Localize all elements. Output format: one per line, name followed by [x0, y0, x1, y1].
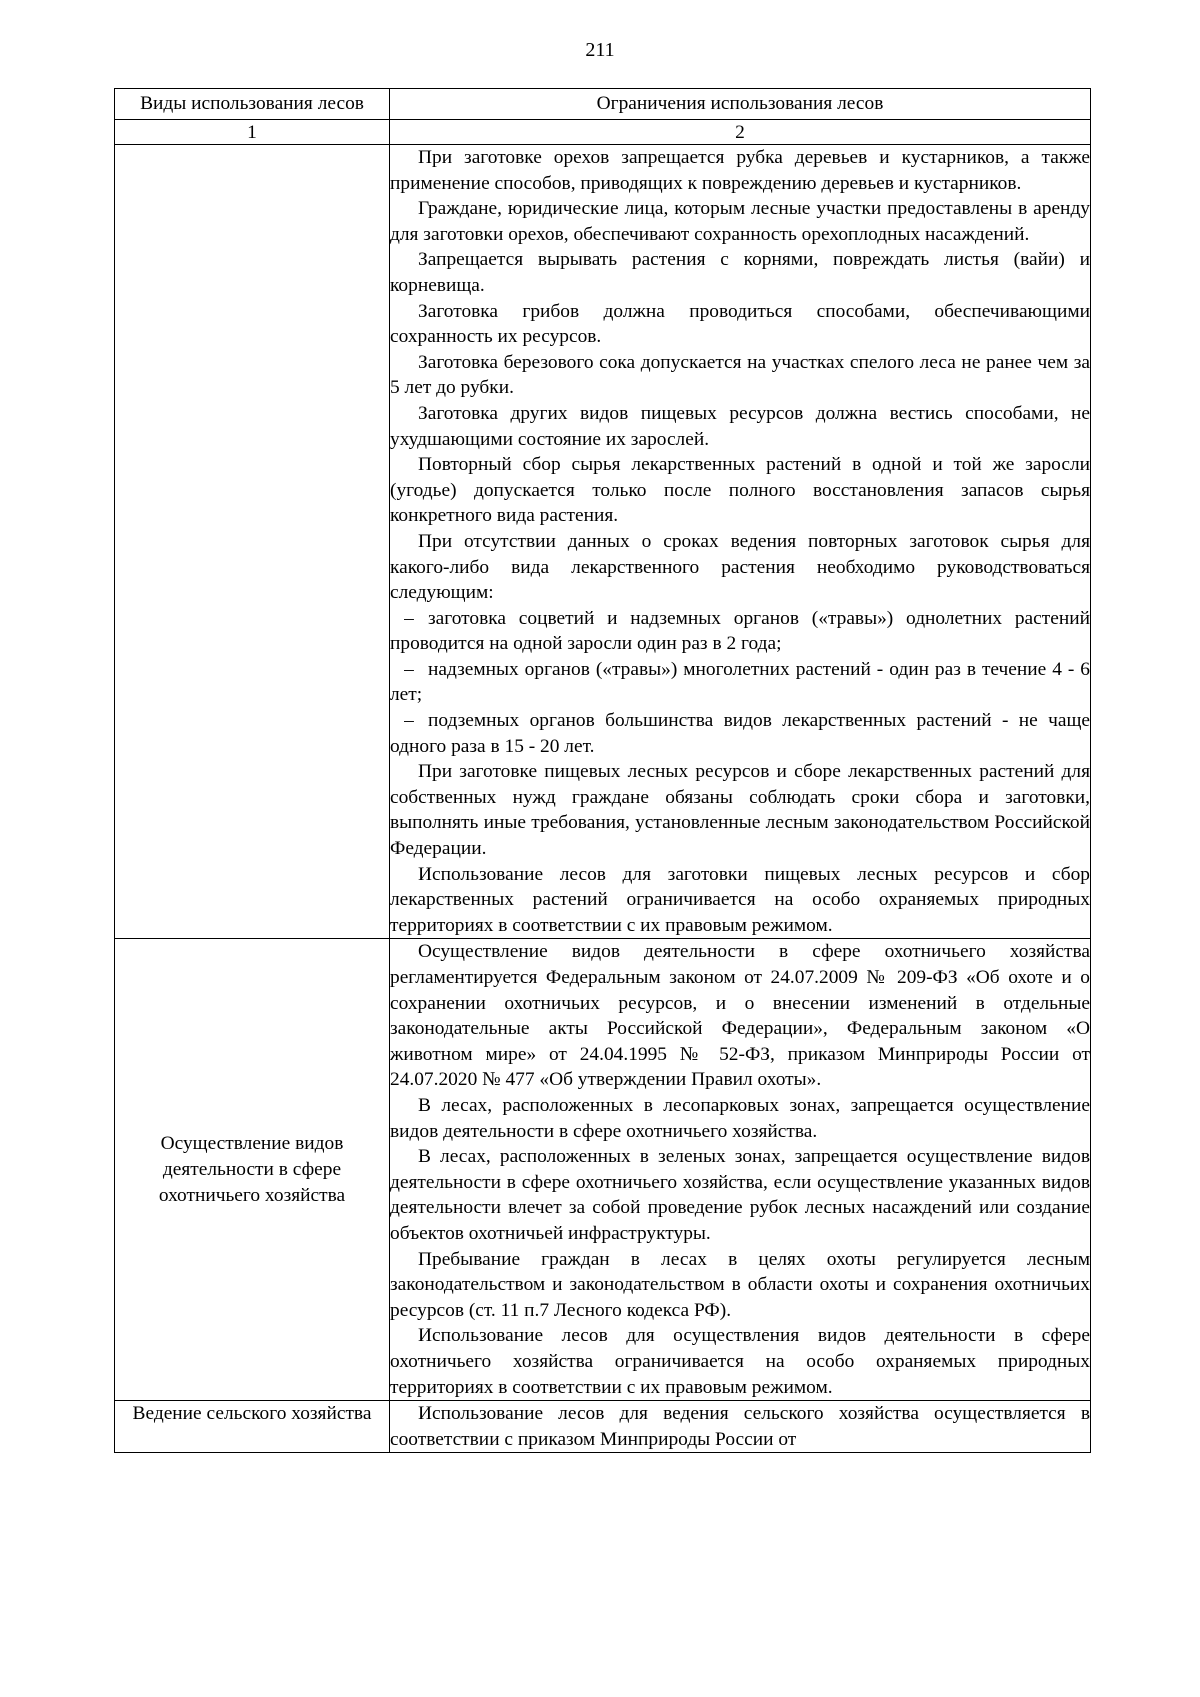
restriction-paragraph: При заготовке пищевых лесных ресурсов и сборе лекарственных растений для собственных нужд граждане обязаны соблюдать сроки сбора и заготовки, выполнять иные требования, установленные лесным законодательством Российской Федерации.	[390, 761, 1090, 860]
dash-marker: –	[404, 607, 414, 629]
bullet-text: подземных органов большинства видов лекарственных растений - не чаще одного раза в 15 - 20 лет.	[390, 710, 1090, 757]
forest-use-table	[114, 88, 1091, 1453]
restrictions-cell	[390, 145, 1091, 939]
restriction-paragraph: Заготовка других видов пищевых ресурсов должна вестись способами, не ухудшающими состояние их зарослей.	[390, 402, 1090, 450]
restriction-paragraph: Повторный сбор сырья лекарственных растений в одной и той же заросли (угодье) допускается только после полного восстановления запасов сырья конкретного вида растения.	[390, 454, 1090, 527]
use-kind-cell: Ведение сельского хозяйства	[115, 1401, 390, 1453]
restrictions-cell	[390, 939, 1091, 1401]
restriction-paragraph: В лесах, расположенных в зеленых зонах, запрещается осуществление видов деятельности в сфере охотничьего хозяйства, если осуществление указанных видов деятельности влечет за собой проведение рубок лесных насаждений или создание объектов охотничьей инфраструктуры.	[390, 1146, 1090, 1244]
bullet-item	[390, 657, 1090, 708]
table-row	[115, 1401, 1091, 1453]
restriction-paragraph: Осуществление видов деятельности в сфере охотничьего хозяйства регламентируется Федеральным законом от 24.07.2009 № 209-ФЗ «Об охоте и о сохранении охотничьих ресурсов, и о внесении изменений в отдельные законодательные акты Российской Федерации», Федеральным законом «О животном мире» от 24.04.1995 № 52-ФЗ, приказом Минприроды России от 24.07.2020 № 477 «Об утверждении Правил охоты».	[390, 941, 1090, 1091]
page-number: 211	[585, 39, 615, 61]
restriction-paragraph: При заготовке орехов запрещается рубка деревьев и кустарников, а также применение способов, приводящих к повреждению деревьев и кустарников.	[390, 147, 1090, 194]
bullet-text: надземных органов («травы») многолетних растений - один раз в течение 4 - 6 лет;	[390, 658, 1090, 706]
restriction-paragraph: Использование лесов для ведения сельского хозяйства осуществляется в соответствии с приказом Минприроды России от	[390, 1403, 1090, 1450]
use-kind-cell	[115, 145, 390, 939]
column-header-restrictions: Ограничения использования лесов	[390, 89, 1091, 120]
bullet-text: заготовка соцветий и надземных органов («травы») однолетних растений проводится на одной заросли один раз в 2 года;	[390, 607, 1090, 655]
table-row	[115, 939, 1091, 1401]
restriction-paragraph: В лесах, расположенных в лесопарковых зонах, запрещается осуществление видов деятельности в сфере охотничьего хозяйства.	[390, 1094, 1090, 1142]
table-row	[115, 145, 1091, 939]
restrictions-cell	[390, 1401, 1091, 1453]
bullet-item	[390, 606, 1090, 657]
use-kind-cell: Осуществление видов деятельности в сфере охотничьего хозяйства	[115, 939, 390, 1401]
column-number-2: 2	[390, 120, 1091, 145]
restriction-paragraph: Запрещается вырывать растения с корнями, повреждать листья (вайи) и корневища.	[390, 249, 1090, 296]
bullet-item	[390, 708, 1090, 759]
restriction-paragraph: Использование лесов для осуществления видов деятельности в сфере охотничьего хозяйства ограничивается на особо охраняемых природных территориях в соответствии с их правовым режимом.	[390, 1325, 1090, 1398]
restriction-paragraph: Заготовка грибов должна проводиться способами, обеспечивающими сохранность их ресурсов.	[390, 300, 1090, 348]
table-header-row	[115, 89, 1091, 120]
column-number-row	[115, 120, 1091, 145]
restriction-paragraph: Пребывание граждан в лесах в целях охоты регулируется лесным законодательством и законодательством в области охоты и сохранения охотничьих ресурсов (ст. 11 п.7 Лесного кодекса РФ).	[390, 1248, 1090, 1321]
restriction-paragraph: Заготовка березового сока допускается на участках спелого леса не ранее чем за 5 лет до рубки.	[390, 351, 1090, 399]
dash-marker: –	[404, 658, 414, 680]
restriction-paragraph: Использование лесов для заготовки пищевых лесных ресурсов и сбор лекарственных растений ограничивается на особо охраняемых природных территориях в соответствии с их правовым режимом.	[390, 863, 1090, 936]
dash-marker: –	[404, 710, 414, 732]
restriction-paragraph: Граждане, юридические лица, которым лесные участки предоставлены в аренду для заготовки орехов, обеспечивают сохранность орехоплодных насаждений.	[390, 198, 1090, 245]
restriction-paragraph: При отсутствии данных о сроках ведения повторных заготовок сырья для какого-либо вида лекарственного растения необходимо руководствоваться следующим:	[390, 530, 1090, 604]
column-number-1: 1	[115, 120, 390, 145]
column-header-kinds: Виды использования лесов	[115, 89, 390, 120]
